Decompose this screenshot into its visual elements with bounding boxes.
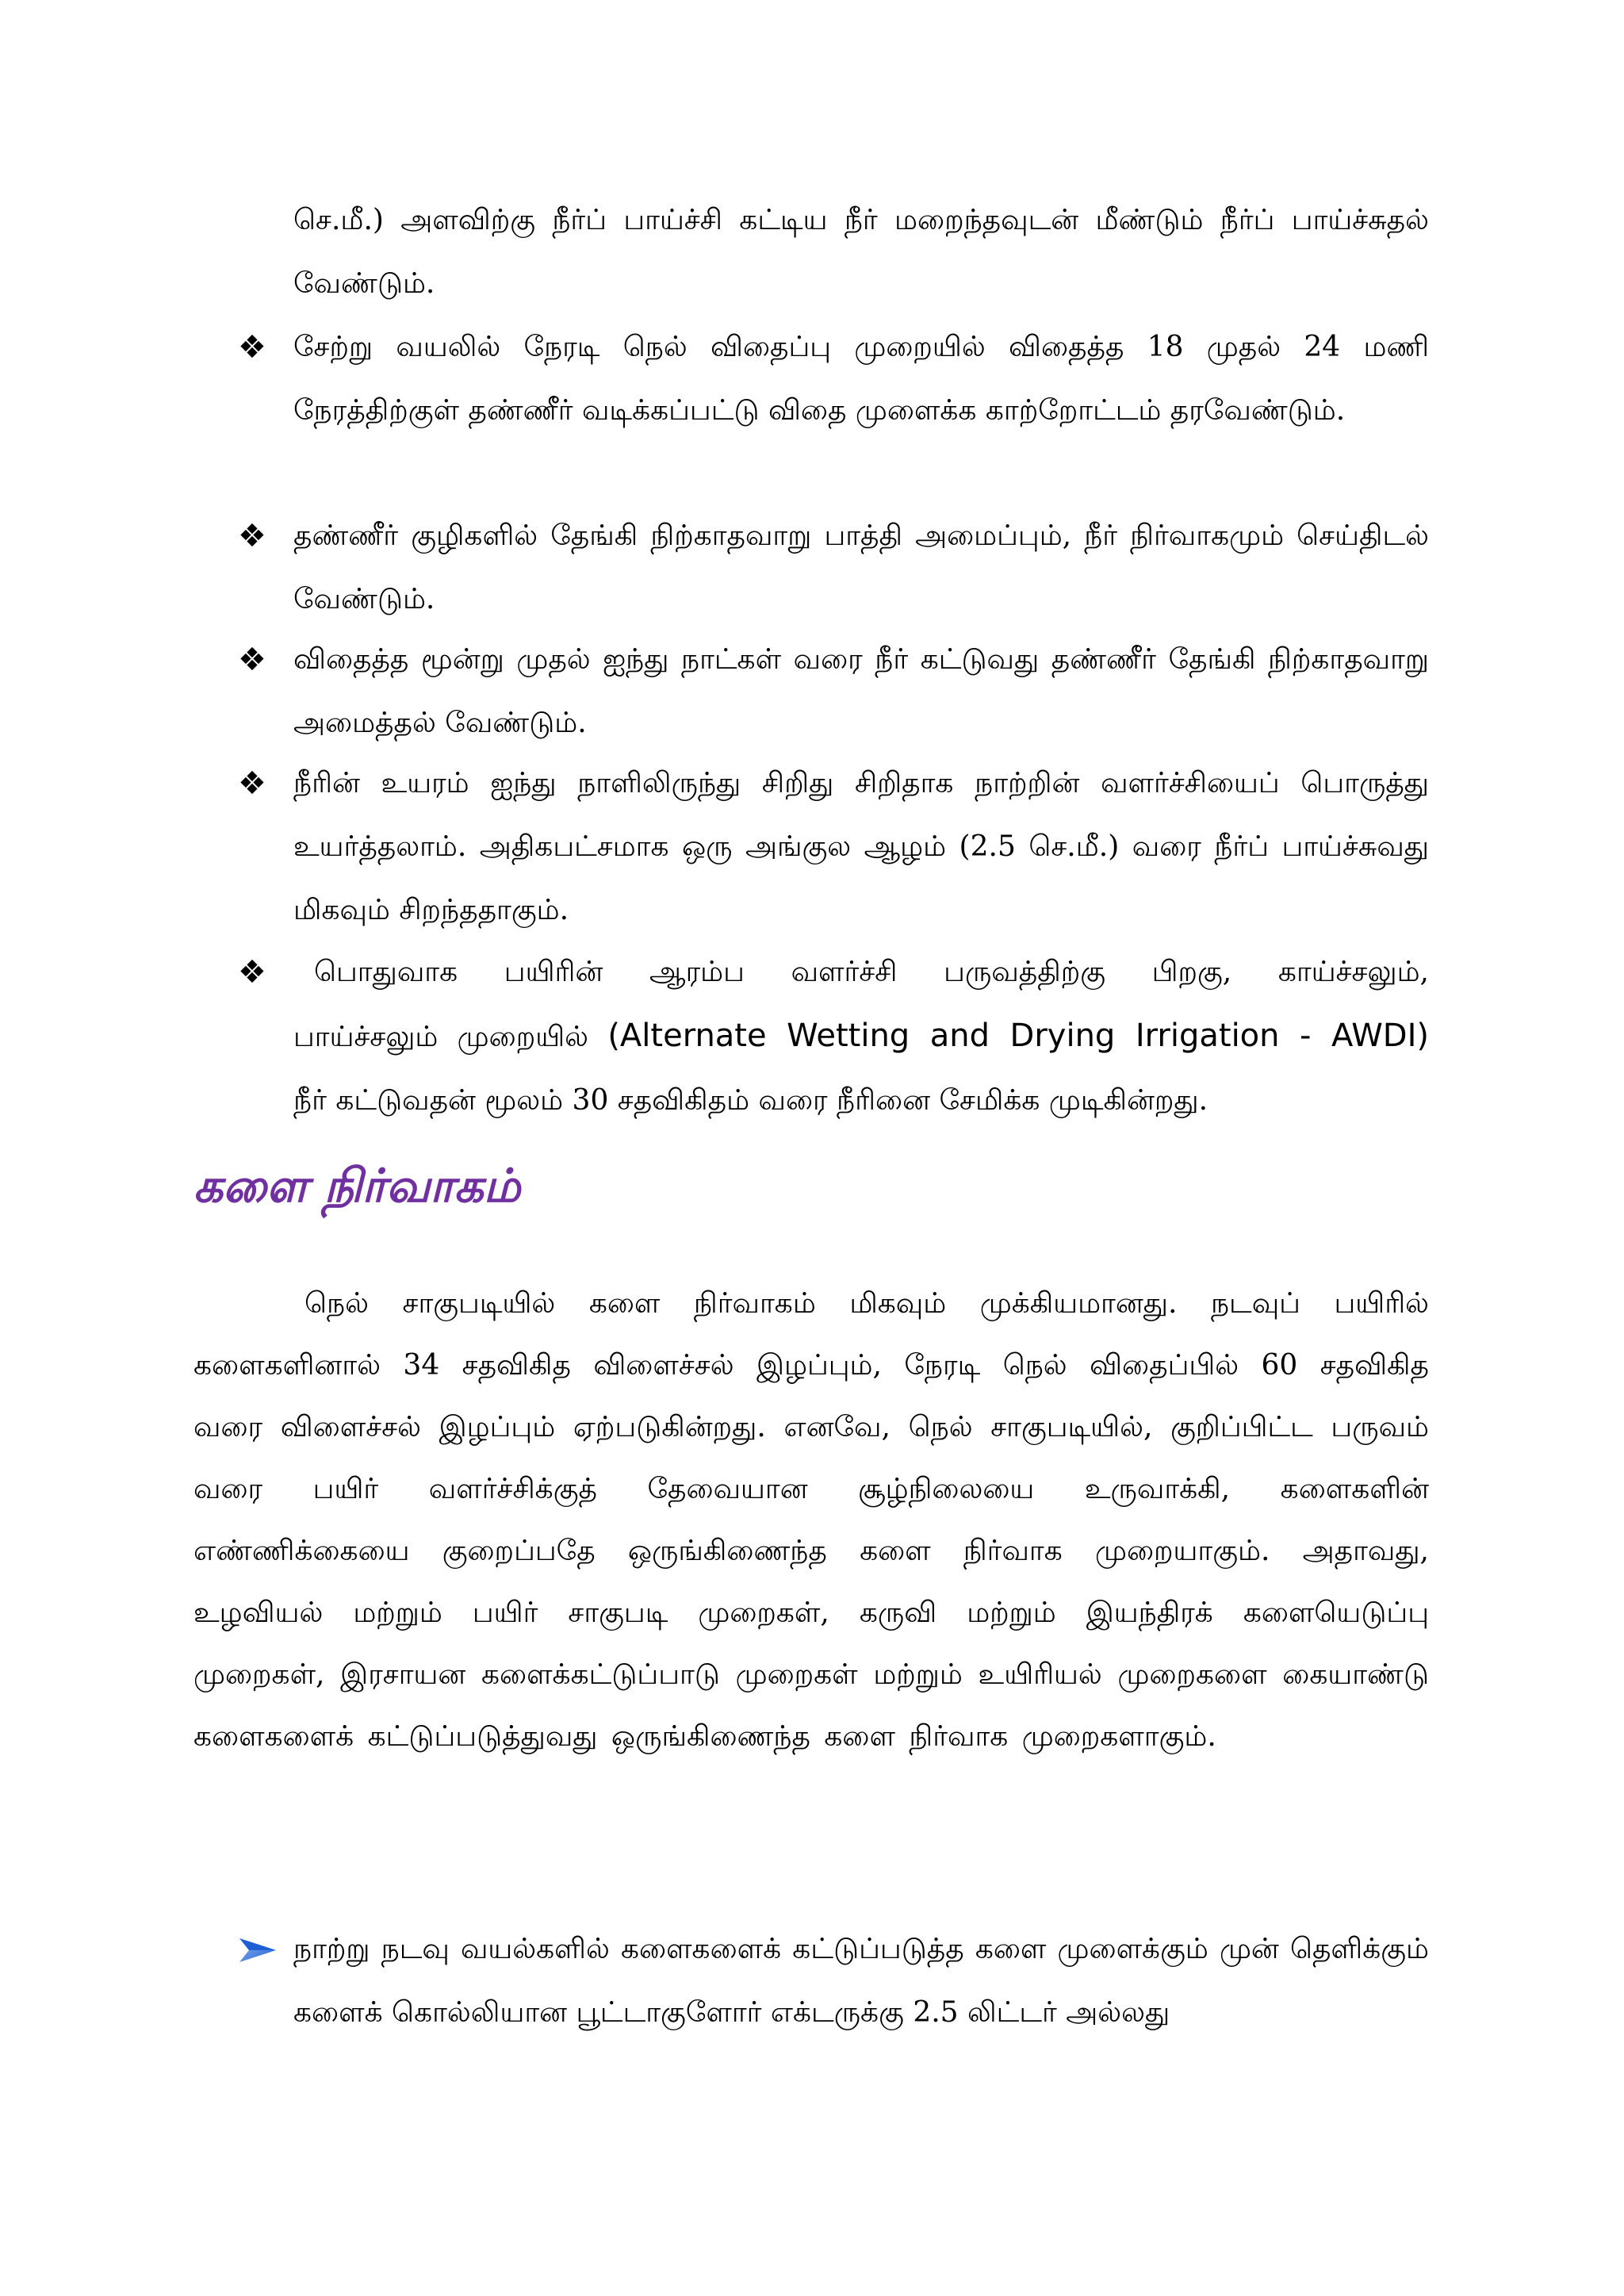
- diamond-bullet-icon: ❖: [238, 642, 266, 678]
- bullet-text: தண்ணீர் குழிகளில் தேங்கி நிற்காதவாறு பாத்தி அமைப்பும், நீர் நிர்வாகமும் செய்திடல் வேண்டும்.: [293, 519, 1429, 615]
- bullet-item: [238, 316, 1429, 506]
- awdi-line-3: நீர் கட்டுவதன் மூலம் 30 சதவிகிதம் வரை நீரினை சேமிக்க முடிகின்றது.: [293, 1084, 1208, 1117]
- bullet-item-awdi: [238, 941, 1429, 1131]
- weed-management-paragraph: நெல் சாகுபடியில் களை நிர்வாகம் மிகவும் முக்கியமானது. நடவுப் பயிரில் களைகளினால் 34 சதவிகித விளைச்சல் இழப்பும், நேரடி நெல் விதைப்பில் 60 சதவிகித வரை விளைச்சல் இழப்பும் ஏற்படுகின்றது. எனவே, நெல் சாகுபடியில், குறிப்பிட்ட பருவம் வரை பயிர் வளர்ச்சிக்குத் தேவையான சூழ்நிலையை உருவாக்கி, களைகளின் எண்ணிக்கையை குறைப்பதே ஒருங்கிணைந்த களை நிர்வாக முறையாகும். அதாவது, உழவியல் மற்றும் பயிர் சாகுபடி முறைகள், கருவி மற்றும் இயந்திரக் களையெடுப்பு முறைகள், இரசாயன களைக்கட்டுப்பாடு முறைகள் மற்றும் உயிரியல் முறைகளை கையாண்டு களைகளைக் கட்டுப்படுத்துவது ஒருங்கிணைந்த களை நிர்வாக முறைகளாகும்.: [193, 1287, 1429, 1753]
- bullet-text: நீரின் உயரம் ஐந்து நாளிலிருந்து சிறிது சிறிதாக நாற்றின் வளர்ச்சியைப் பொருத்து உயர்த்தலாம். அதிகபட்சமாக ஒரு அங்குல ஆழம் (2.5 செ.மீ.) வரை நீர்ப் பாய்ச்சுவது மிகவும் சிறந்ததாகும்.: [293, 767, 1429, 926]
- bullet-item: [238, 752, 1429, 942]
- diamond-bullet-icon: ❖: [238, 518, 266, 554]
- awdi-line-2-tamil: பாய்ச்சலும் முறையில்: [293, 1021, 589, 1053]
- bullet-text-awdi: [293, 941, 1429, 1133]
- awdi-line-2: [293, 1004, 1429, 1069]
- diamond-bullet-icon: ❖: [238, 954, 266, 991]
- diamond-bullet-icon: ❖: [238, 329, 266, 366]
- top-continuation-text: செ.மீ.) அளவிற்கு நீர்ப் பாய்ச்சி கட்டிய நீர் மறைந்தவுடன் மீண்டும் நீர்ப் பாய்ச்சுதல் வேண்டும்.: [293, 204, 1429, 300]
- arrow-bullet-icon: [238, 1918, 293, 1964]
- section-heading: களை நிர்வாகம்: [193, 1159, 521, 1213]
- bullet-item: [238, 504, 1429, 631]
- bullet-item: [238, 628, 1429, 755]
- arrow-bullet-item: [238, 1918, 1429, 2108]
- bullet-text: விதைத்த மூன்று முதல் ஐந்து நாட்கள் வரை நீர் கட்டுவது தண்ணீர் தேங்கி நிற்காதவாறு அமைத்தல் வேண்டும்.: [293, 643, 1429, 739]
- awdi-english-term: (Alternate Wetting and Drying Irrigation - AWDI): [607, 1018, 1429, 1054]
- diamond-bullet-icon: ❖: [238, 765, 266, 802]
- arrow-bullet-text: நாற்று நடவு வயல்களில் களைகளைக் கட்டுப்படுத்த களை முளைக்கும் முன் தெளிக்கும் களைக் கொல்லியான பூட்டாகுளோர் எக்டருக்கு 2.5 லிட்டர் அல்லது: [293, 1933, 1429, 2029]
- bullet-text: சேற்று வயலில் நேரடி நெல் விதைப்பு முறையில் விதைத்த 18 முதல் 24 மணி நேரத்திற்குள் தண்ணீர் வடிக்கப்பட்டு விதை முளைக்க காற்றோட்டம் தரவேண்டும்.: [293, 331, 1429, 427]
- awdi-line-1: பொதுவாக பயிரின் ஆரம்ப வளர்ச்சி பருவத்திற்கு பிறகு, காய்ச்சலும்,: [314, 956, 1429, 988]
